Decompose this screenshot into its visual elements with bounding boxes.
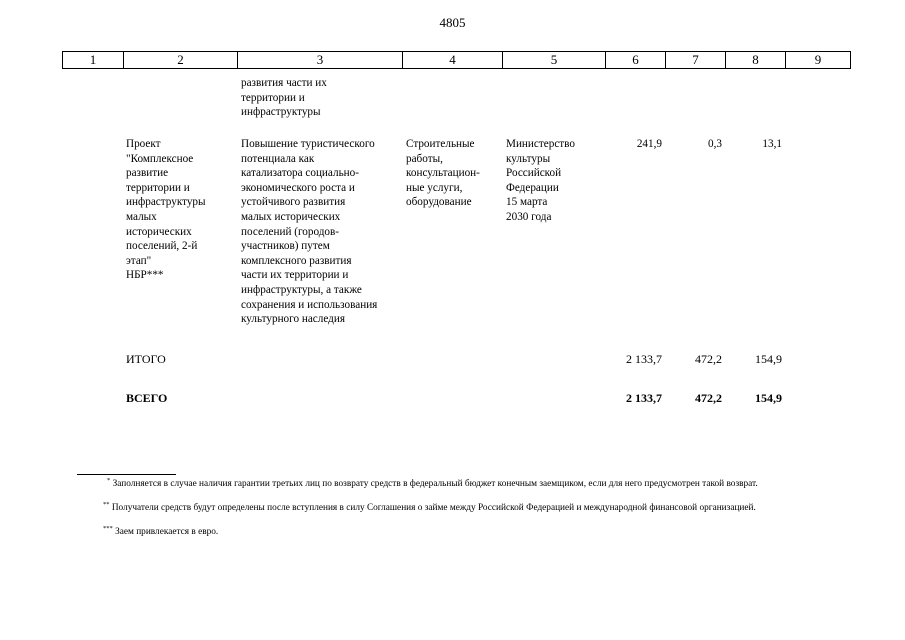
vsego-col6-value: 2 133,7 (626, 391, 662, 405)
project-name: Проект "Комплексное развитие территории и инфраструктуры малых исторических поселений, 2-й этап" НБР*** (126, 138, 206, 282)
project-work-type: Строительные работы, консультацион- ные услуги, оборудование (406, 138, 480, 209)
footnote-1 (77, 479, 847, 491)
footnote-2 (77, 503, 847, 515)
vsego-label: ВСЕГО (126, 391, 168, 405)
column-number-1: 1 (62, 51, 123, 69)
footnote-1-text: Заполняется в случае наличия гарантии третьих лиц по возврату средств в федеральный бюджет конечным заемщиком, если для него предусмотрен такой возврат. (112, 479, 758, 489)
project-col8-value: 13,1 (762, 138, 782, 150)
continued-goal-text: развития части их территории и инфраструктуры (241, 77, 327, 119)
project-executor: Министерство культуры Российской Федерации 15 марта 2030 года (506, 138, 575, 223)
footnote-separator (77, 474, 176, 475)
footnote-3 (103, 527, 218, 539)
project-col7-value: 0,3 (708, 138, 722, 150)
column-number-8: 8 (725, 51, 785, 69)
vsego-col8-value: 154,9 (755, 391, 782, 405)
column-number-9: 9 (785, 51, 851, 69)
column-number-3: 3 (237, 51, 402, 69)
column-number-7: 7 (665, 51, 725, 69)
column-number-5: 5 (502, 51, 605, 69)
footnote-2-text: Получатели средств будут определены после вступления в силу Соглашения о займе между Российской Федерацией и международной финансовой организацией. (111, 503, 756, 513)
footnote-3-mark: *** (103, 525, 113, 532)
column-number-6: 6 (605, 51, 665, 69)
itogo-col7-value: 472,2 (695, 352, 722, 366)
project-goal: Повышение туристического потенциала как катализатора социально- экономического роста и устойчивого развития малых исторических поселений (городов- участников) путем комплексного развития части их территории и инфраструктуры, а также сохранения и использования культурного наследия (241, 138, 378, 326)
page-number: 4805 (439, 15, 466, 30)
footnote-2-mark: ** (103, 501, 110, 508)
itogo-col6-value: 2 133,7 (626, 352, 662, 366)
column-number-4: 4 (402, 51, 502, 69)
vsego-col7-value: 472,2 (695, 391, 722, 405)
itogo-col8-value: 154,9 (755, 352, 782, 366)
column-number-2: 2 (123, 51, 237, 69)
footnote-3-text: Заем привлекается в евро. (115, 527, 219, 537)
footnote-1-mark: * (107, 477, 111, 484)
project-col6-value: 241,9 (636, 138, 662, 150)
itogo-label: ИТОГО (126, 352, 166, 366)
